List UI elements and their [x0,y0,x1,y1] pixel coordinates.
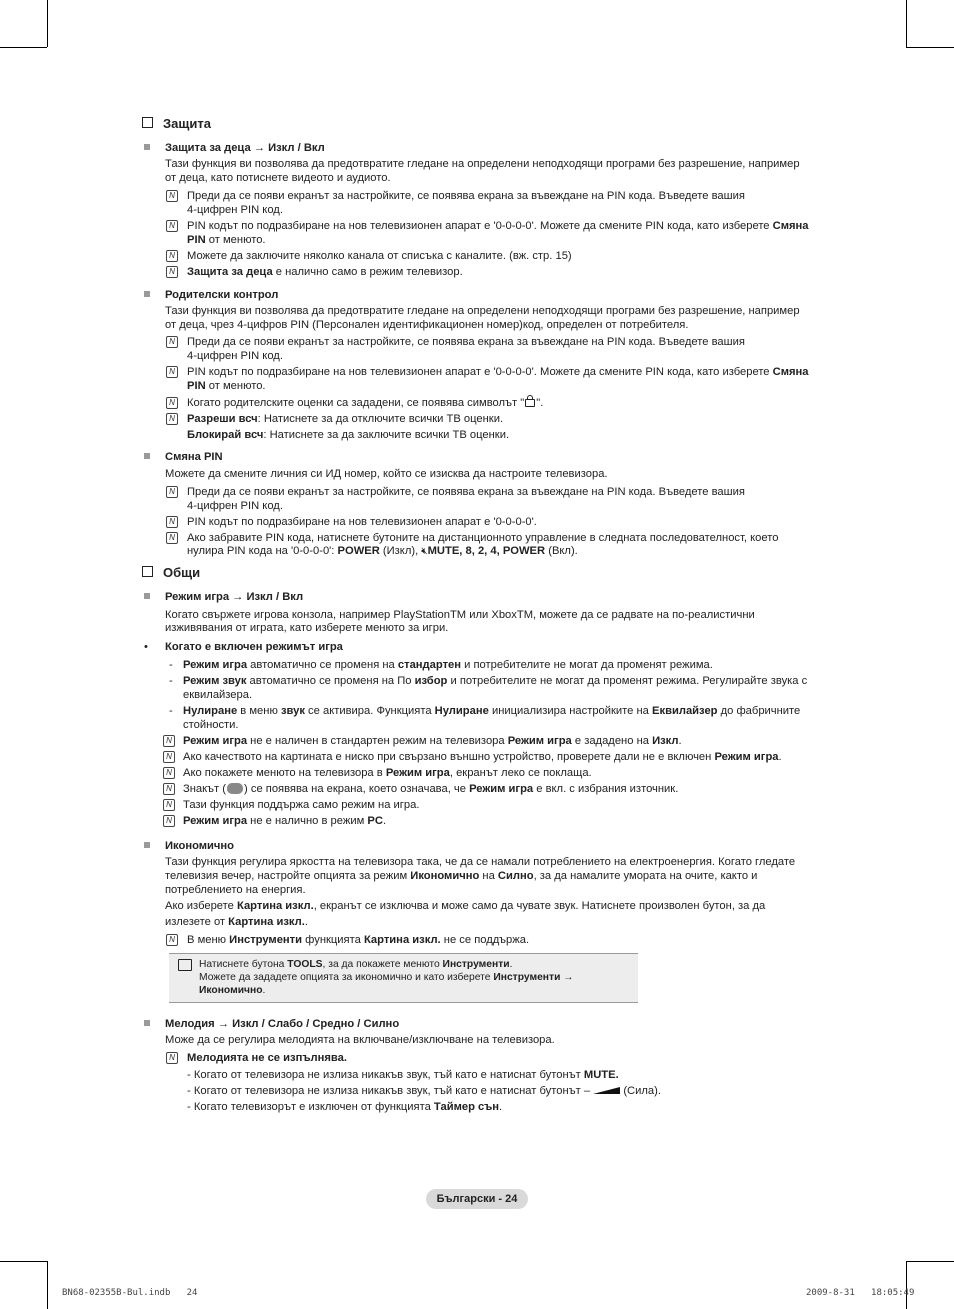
crop-mark [906,1261,907,1309]
parental-desc: Тази функция ви позволява да предотвратите гледане на определени неподходящи програми без разрешение, например [165,305,800,317]
parental-heading: Родителски контрол [165,289,279,301]
tip-text: Натиснете бутона TOOLS, за да покажете менюто Инструменти. [199,959,513,970]
crop-mark [906,0,907,47]
note-text: 4-цифрен PIN код. [187,204,283,216]
note-icon [166,516,178,528]
dash-text: - Когато от телевизора не излиза никакъв звук, тъй като е натиснат бутонът – (Сила). [187,1085,661,1097]
square-bullet-icon [144,291,150,297]
square-bullet-icon [144,1020,150,1026]
section-title-protection: Защита [142,116,211,132]
dash-text: стойности. [183,719,239,731]
crop-mark [906,47,954,48]
dash-text: - Когато от телевизора не излиза никакъв звук, тъй като е натиснат бутонът MUTE. [187,1069,619,1081]
note-text: Ако забравите PIN кода, натиснете бутоните на дистанционното управление в следната последователност, което [187,532,779,544]
eco-desc: Тази функция регулира яркостта на телевизора така, че да се намали потреблението на електроенергия. Когато гледате [165,856,796,868]
note-text: Можете да заключите няколко канала от списъка с каналите. (вж. стр. 15) [187,250,572,262]
dash-text: Нулиране в меню звук се активира. Функцията Нулиране инициализира настройките на Еквилайзер до фабричните [183,705,801,717]
note-icon [166,220,178,232]
print-timestamp: 2009-8-31 18:05:49 [806,1288,915,1298]
note-text: PIN кодът по подразбиране на нов телевизионен апарат е '0-0-0-0'. Можете да смените PIN кода, като изберете Смяна [187,220,809,232]
child-lock-desc: от деца, като потиснете видеото и аудиото. [165,172,391,184]
crop-mark [906,1261,954,1262]
note-text: нулира PIN кода на '0-0-0-0': POWER (Изкл), 🔇︎MUTE, 8, 2, 4, POWER (Вкл). [187,545,578,557]
bullet-dot: • [144,641,148,653]
child-lock-desc: Тази функция ви позволява да предотвратите гледане на определени неподходящи програми без разрешение, например [165,158,800,170]
note-text: 4-цифрен PIN код. [187,350,283,362]
note-text: PIN кодът по подразбиране на нов телевизионен апарат е '0-0-0-0'. [187,516,537,528]
game-mode-desc: изживявания от играта, като изберете менюто за игри. [165,622,449,634]
note-text: Преди да се появи екранът за настройките, се появява екрана за въвеждане на PIN кода. Въведете вашия [187,190,745,202]
dash-text: - Когато телевизорът е изключен от функцията Таймер сън. [187,1101,503,1113]
note-icon [166,532,178,544]
game-mode-heading: Режим игра → Изкл / Вкл [165,591,304,603]
dash-text: Режим звук автоматично се променя на По избор и потребителите не могат да променят режима. Регулирайте звука с [183,675,808,687]
gamepad-icon [227,783,243,794]
note-text: Знакът ( ) се появява на екрана, което означава, че Режим игра е вкл. с избрания източник. [183,783,679,795]
dash-text: еквилайзера. [183,689,253,701]
tip-text: Можете да зададете опцията за икономично и като изберете Инструменти → [199,972,574,983]
note-text: Режим игра не е налично в режим PC. [183,815,387,827]
note-text: Разреши всч: Натиснете за да отключите всички ТВ оценки. [187,413,504,425]
square-bullet-icon [144,144,150,150]
page-number-badge: Български - 24 [426,1189,528,1209]
change-pin-desc: Можете да смените личния си ИД номер, който се изисква да настроите телевизора. [165,468,608,480]
section-title-general: Общи [142,565,200,581]
crop-mark [47,1261,48,1309]
square-bullet-icon [144,453,150,459]
eco-heading: Икономично [165,840,235,852]
note-text: PIN от менюто. [187,380,266,392]
note-icon [166,486,178,498]
note-icon [163,735,175,747]
eco-desc: телевизия вечер, настройте опцията за режим Икономично на Силно, за да намалите умората на очите, както и [165,870,758,882]
tools-tip-box [169,953,638,1003]
child-lock-heading: Защита за деца → Изкл / Вкл [165,142,325,154]
note-icon [166,250,178,262]
square-bullet-icon [144,593,150,599]
eco-desc: Ако изберете Картина изкл., екранът се изключва и може само да чувате звук. Натиснете произволен бутон, за да [165,900,766,912]
change-pin-heading: Смяна PIN [165,451,223,463]
eco-desc: потреблението на енергия. [165,884,306,896]
volume-ramp-icon [593,1087,620,1094]
game-mode-bullet: Когато е включен режимът игра [165,641,343,653]
note-icon [166,413,178,425]
note-text: Мелодията не се изпълнява. [187,1052,347,1064]
dash-text: Режим игра автоматично се променя на стандартен и потребителите не могат да променят режима. [183,659,713,671]
note-icon [166,336,178,348]
melody-heading: Мелодия → Изкл / Слабо / Средно / Силно [165,1018,400,1030]
eco-desc: излезете от Картина изкл.. [165,916,308,928]
note-text: Блокирай всч: Натиснете за да заключите всички ТВ оценки. [187,429,510,441]
note-icon [166,190,178,202]
note-icon [163,767,175,779]
note-text: Ако покажете менюто на телевизора в Режим игра, екранът леко се поклаща. [183,767,592,779]
tools-icon [178,959,192,971]
note-icon [166,366,178,378]
mute-icon: 🔇︎ [421,546,428,557]
dash: - [169,675,173,687]
tip-text: Икономично. [199,985,266,996]
note-text: Режим игра не е наличен в стандартен режим на телевизора Режим игра е зададено на Изкл. [183,735,682,747]
crop-mark [47,0,48,47]
dash: - [169,705,173,717]
melody-desc: Може да се регулира мелодията на включване/изключване на телевизора. [165,1034,555,1046]
note-text: Защита за деца е налично само в режим телевизор. [187,266,463,278]
note-text: Ако качеството на картината е ниско при свързано външно устройство, проверете дали не е включен Режим игра. [183,751,782,763]
note-text: PIN кодът по подразбиране на нов телевизионен апарат е '0-0-0-0'. Можете да смените PIN кода, като изберете Смяна [187,366,809,378]
note-icon [166,934,178,946]
lock-icon [525,399,535,407]
checkbox-square-icon [142,566,153,577]
note-icon [163,751,175,763]
note-icon [163,799,175,811]
note-text: Когато родителските оценки са зададени, се появява символът " ". [187,397,544,409]
note-text: Преди да се появи екранът за настройките, се появява екрана за въвеждане на PIN кода. Въведете вашия [187,486,745,498]
note-text: В меню Инструменти функцията Картина изкл. не се поддържа. [187,934,530,946]
note-text: Тази функция поддържа само режим на игра. [183,799,420,811]
square-bullet-icon [144,842,150,848]
note-icon [166,397,178,409]
note-text: PIN от менюто. [187,234,266,246]
checkbox-square-icon [142,117,153,128]
file-name: BN68-02355B-Bul.indb 24 [62,1288,198,1298]
note-icon [166,1052,178,1064]
crop-mark [0,1261,47,1262]
note-text: Преди да се появи екранът за настройките, се появява екрана за въвеждане на PIN кода. Въведете вашия [187,336,745,348]
note-text: 4-цифрен PIN код. [187,500,283,512]
note-icon [163,815,175,827]
note-icon [166,266,178,278]
parental-desc: от деца, чрез 4-цифров PIN (Персонален идентификационен номер)код, определен от потребителя. [165,319,689,331]
game-mode-desc: Когато свържете игрова конзола, например PlayStationTM или XboxTM, можете да се радвате на по-реалистични [165,609,755,621]
dash: - [169,659,173,671]
note-icon [163,783,175,795]
crop-mark [0,47,47,48]
